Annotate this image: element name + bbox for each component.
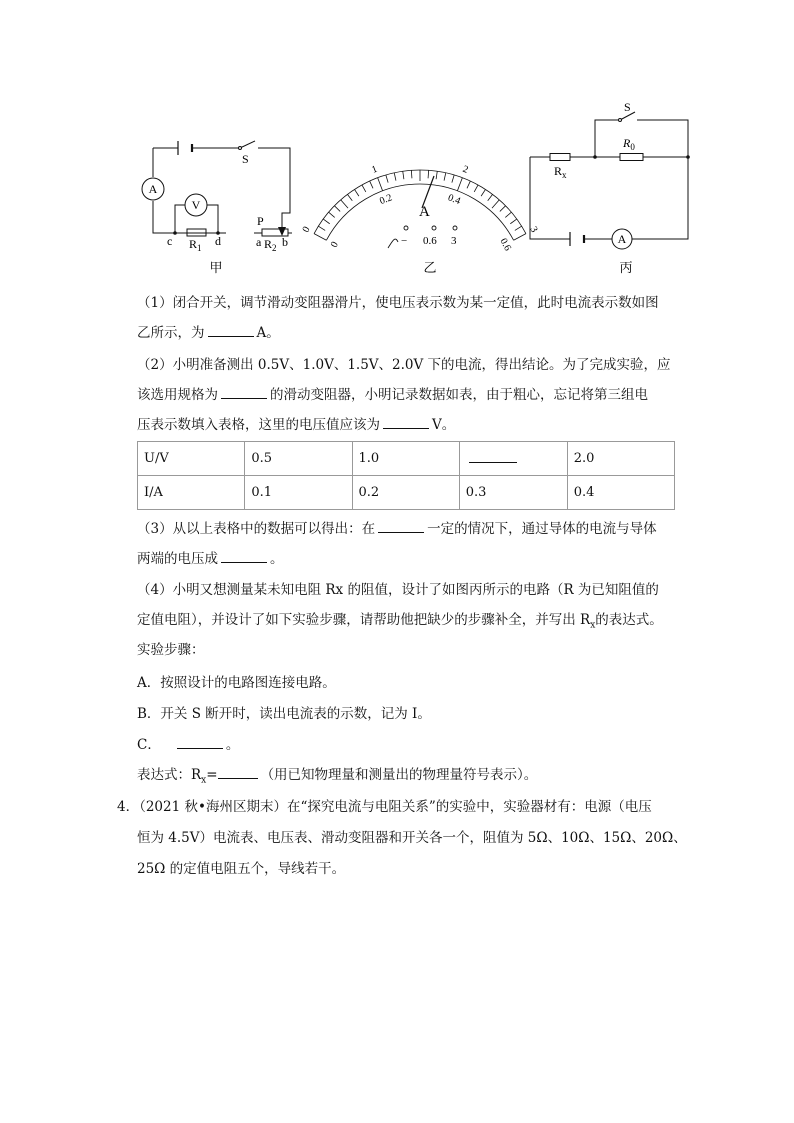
dial-tick [355,189,359,196]
table-cell: 0.3 [459,476,567,510]
problem4-line3: 25Ω 的定值电阻五个，导线若干。 [137,861,346,877]
table-cell: 0.2 [352,476,459,510]
problem4-line2: 恒为 4.5V）电流表、电压表、滑动变阻器和开关各一个，阻值为 5Ω、10Ω、15Ω、20Ω、 [137,830,687,846]
r2-label: $R_2$ [264,237,277,253]
node-a-label: a [256,235,262,249]
rx-label: $R_x$ [554,164,567,180]
q1-line2: 乙所示，为 A。 [137,325,280,341]
q2-line3: 压表示数填入表格，这里的电压值应该为 V。 [137,417,456,433]
node-b-label: b [282,235,288,249]
dial-inner-label-3: 0.6 [497,236,513,253]
dial-outer-label-0: 0 [300,224,313,235]
dial-inner-label-1: 0.2 [378,192,394,208]
table-cell: U/V [138,442,245,476]
node-c-label: c [167,234,173,248]
steps-title: 实验步骤： [137,642,205,658]
answer-blank-step-c[interactable] [177,736,223,749]
table-row [138,442,675,476]
table-cell: 0.1 [245,476,352,510]
switch-label: S [242,152,249,166]
table-row [138,476,675,510]
dial-inner-label-0: 0 [328,239,341,250]
q2-line2: 该选用规格为 的滑动变阻器，小明记录数据如表，由于粗心，忘记将第三组电 [137,387,648,403]
q3-line1: （3）从以上表格中的数据可以得出：在 一定的情况下，通过导体的电流与导体 [137,521,657,537]
dial-tick [403,171,404,179]
q1-line1: （1）闭合开关，调节滑动变阻器滑片，使电压表示数为某一定值，此时电流表示数如图 [137,295,659,311]
answer-blank-condition[interactable] [378,520,424,533]
table-cell: I/A [138,476,245,510]
answer-blank-expression[interactable] [218,766,258,779]
figure-caption-yi: 乙 [423,261,437,276]
dial-tick [386,175,388,183]
figure-bing [525,100,700,280]
dial-tick [347,194,352,200]
table-cell: 0.5 [245,442,352,476]
dial-tick [505,212,511,217]
dial-tick [474,185,478,192]
ammeter-label: A [148,182,158,196]
figure-yi [300,130,540,280]
answer-blank-rheostat[interactable] [221,386,267,399]
dial-tick [500,206,506,212]
dial-tick [378,178,383,191]
dial-tick [457,178,462,191]
r1-label: $R_1$ [189,237,202,253]
q4-line1: （4）小明又想测量某未知电阻 Rx 的阻值，设计了如图丙所示的电路（R 为已知阻值的 [137,582,659,598]
dial-tick [428,170,429,178]
dial-outer-label-3: 3 [527,224,540,235]
dial-tick [492,200,499,208]
dial-tick [329,212,335,217]
switch-label-bing: S [624,100,631,114]
dial-tick [436,171,437,179]
dial-tick [510,219,516,224]
dial-outer-label-2: 2 [461,163,470,176]
table-cell: 0.4 [567,476,674,510]
problem4-line1: 4．（2021 秋•海州区期末）在“探究电流与电阻关系”的实验中，实验器材有：电源（电压 [117,799,652,815]
answer-blank-relation[interactable] [221,550,267,563]
figure-jia [130,135,310,280]
answer-blank-current[interactable] [208,324,254,337]
step-c: C． 。 [137,737,240,753]
dial-outer-label-1: 1 [370,163,379,176]
dial-tick [370,181,373,188]
dial-tick [515,226,522,230]
dial-tick [444,173,446,181]
dial-tick [411,170,412,178]
dial-tick [467,181,470,188]
figure-caption-bing: 丙 [619,261,633,276]
table-cell: 1.0 [352,442,459,476]
dial-tick [323,219,329,224]
voltmeter-label: V [191,198,201,212]
q4-line2: 定值电阻），并设计了如下实验步骤，请帮助他把缺少的步骤补全，并写出 $R_x$的表达式。 [137,612,663,631]
dial-tick [334,206,340,212]
dial-tick [318,226,325,230]
data-table [137,441,675,510]
dial-tick [452,175,454,183]
dial-inner-label-2: 0.4 [446,192,462,208]
terminal-06: 0.6 [423,235,437,247]
figure-caption-jia: 甲 [209,261,223,276]
q2-line1: （2）小明准备测出 0.5V、1.0V、1.5V、2.0V 下的电流，得出结论。为了完成实验，应 [137,357,671,373]
dial-unit: A [419,204,430,220]
table-cell-blank[interactable] [459,442,567,476]
table-cell: 2.0 [567,442,674,476]
dial-tick [481,189,485,196]
q3-line2: 两端的电压成 。 [137,551,284,567]
step-a: A．按照设计的电路图连接电路。 [137,675,336,691]
terminal-3: 3 [451,235,457,247]
answer-blank-voltage[interactable] [383,416,429,429]
expression-line: 表达式：$R_x=$ （用已知物理量和测量出的物理量符号表示）。 [137,767,538,786]
ammeter-label-bing: A [617,232,627,246]
dial-tick [314,234,326,241]
dial-tick [362,185,366,192]
answer-blank-table[interactable] [469,450,517,463]
dial-tick [341,200,348,208]
node-d-label: d [215,234,221,248]
r0-label: $R_0$ [623,136,635,152]
dial-tick [394,173,396,181]
dial-tick [488,194,493,200]
terminal-negative: − [401,235,408,247]
step-b: B．开关 S 断开时，读出电流表的示数，记为 I。 [137,706,431,722]
slider-label: P [257,214,264,228]
